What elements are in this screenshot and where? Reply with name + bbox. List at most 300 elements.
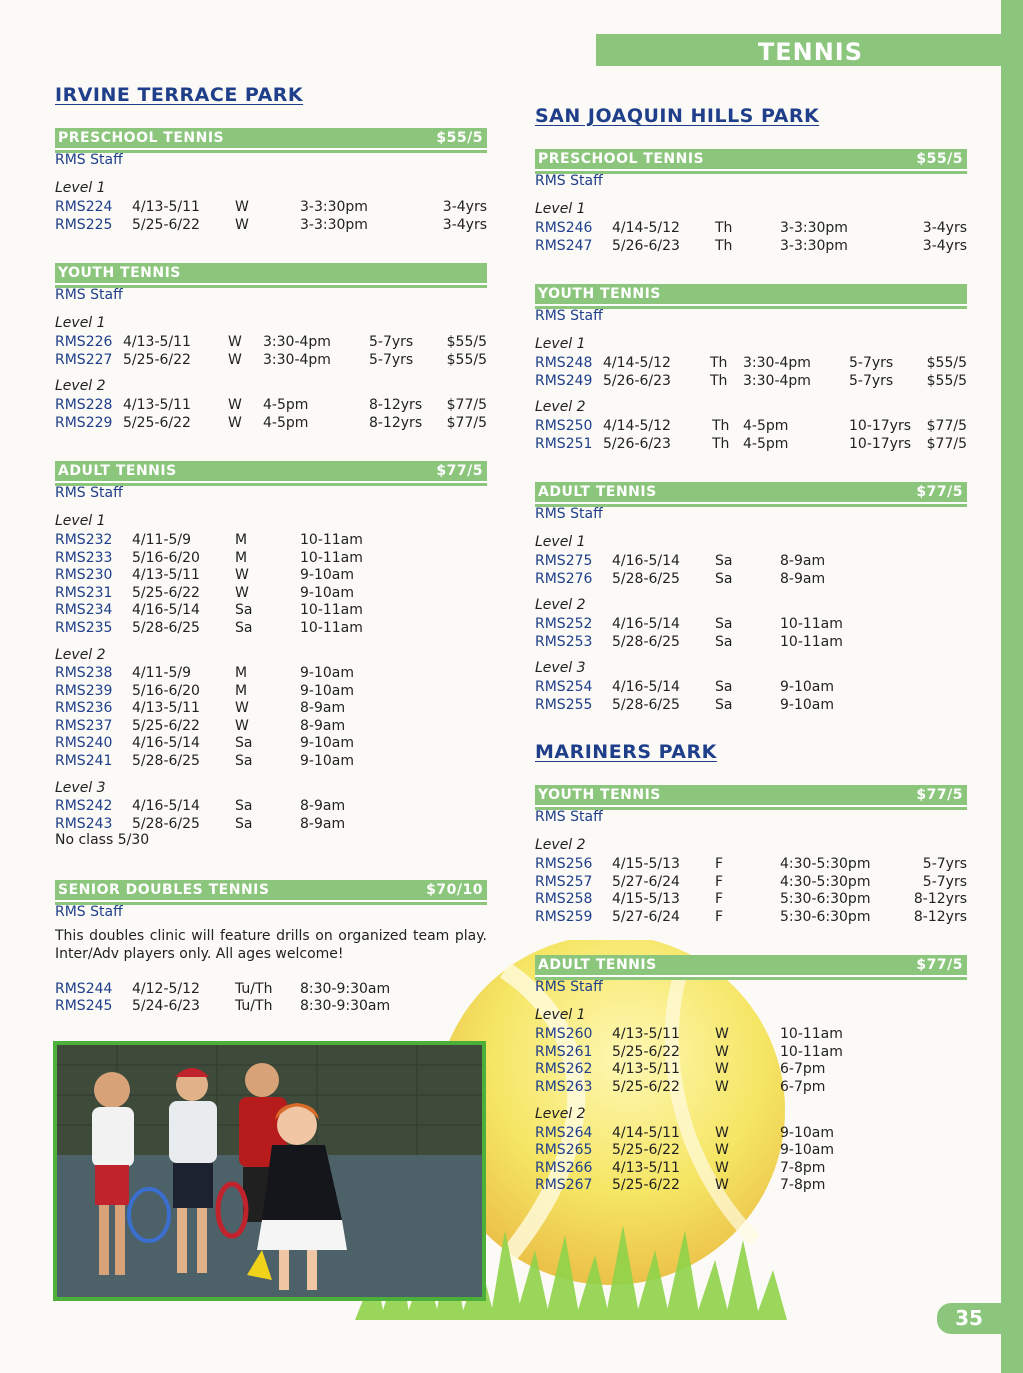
class-dates: 4/13-5/11: [612, 1026, 680, 1042]
class-age: 8-12yrs: [369, 397, 423, 413]
staff-label: RMS Staff: [535, 506, 603, 522]
class-code[interactable]: RMS227: [55, 352, 113, 368]
class-row: [55, 414, 487, 432]
section-header-price: $77/5: [916, 957, 963, 973]
class-dates: 4/16-5/14: [132, 735, 200, 751]
class-day: M: [235, 665, 248, 681]
senior-description: This doubles clinic will feature drills on organized team play. Inter/Adv players only. All ages welcome!: [55, 928, 487, 962]
class-dates: 4/16-5/14: [612, 679, 680, 695]
class-time: 8-9am: [300, 700, 346, 716]
class-day: Sa: [715, 697, 733, 713]
class-row: [55, 797, 487, 815]
class-time: 4-5pm: [263, 415, 309, 431]
class-dates: 4/13-5/11: [132, 700, 200, 716]
class-time: 9-10am: [300, 665, 354, 681]
class-code[interactable]: RMS244: [55, 981, 113, 997]
class-dates: 5/25-6/22: [612, 1079, 680, 1095]
class-row: [55, 396, 487, 414]
class-time: 8-9am: [780, 571, 826, 587]
class-row: [55, 682, 487, 700]
class-dates: 5/25-6/22: [612, 1177, 680, 1193]
section-header-label: YOUTH TENNIS: [58, 265, 181, 281]
level-label: Level 3: [55, 780, 106, 796]
class-time: 9-10am: [300, 585, 354, 601]
class-time: 7-8pm: [780, 1160, 826, 1176]
level-label: Level 1: [55, 513, 106, 529]
class-time: 9-10am: [780, 697, 834, 713]
class-code[interactable]: RMS254: [535, 679, 593, 695]
green-side-bar: [1001, 0, 1023, 1373]
class-day: Sa: [715, 571, 733, 587]
class-dates: 5/25-6/22: [123, 415, 191, 431]
class-row: [535, 372, 967, 390]
class-age: 3-4yrs: [922, 220, 967, 236]
class-time: 3-3:30pm: [780, 238, 848, 254]
class-age: 5-7yrs: [849, 355, 894, 371]
class-row: [535, 678, 967, 696]
class-code[interactable]: RMS225: [55, 217, 113, 233]
class-time: 10-11am: [300, 550, 363, 566]
class-dates: 4/13-5/11: [123, 334, 191, 350]
class-time: 10-11am: [300, 620, 363, 636]
class-code[interactable]: RMS241: [55, 753, 113, 769]
class-time: 9-10am: [300, 735, 354, 751]
class-day: W: [228, 415, 242, 431]
class-code[interactable]: RMS228: [55, 397, 113, 413]
class-time: 9-10am: [780, 1142, 834, 1158]
class-code[interactable]: RMS247: [535, 238, 593, 254]
class-dates: 4/13-5/11: [612, 1061, 680, 1077]
class-row: [535, 873, 967, 891]
class-row: [55, 997, 487, 1015]
page-number: 35: [937, 1303, 1001, 1334]
level-label: Level 2: [535, 1106, 586, 1122]
class-dates: 5/16-6/20: [132, 550, 200, 566]
class-price: $55/5: [926, 373, 967, 389]
class-row: [535, 1060, 967, 1078]
class-row: [55, 216, 487, 234]
class-code[interactable]: RMS226: [55, 334, 113, 350]
class-day: Sa: [715, 634, 733, 650]
class-row: [535, 1159, 967, 1177]
class-time: 3-3:30pm: [300, 217, 368, 233]
class-row: [535, 1124, 967, 1142]
class-day: W: [715, 1142, 729, 1158]
class-time: 4-5pm: [743, 436, 789, 452]
class-dates: 5/25-6/22: [123, 352, 191, 368]
class-code[interactable]: RMS224: [55, 199, 113, 215]
class-dates: 4/11-5/9: [132, 532, 192, 548]
class-code[interactable]: RMS258: [535, 891, 593, 907]
class-day: Sa: [715, 679, 733, 695]
class-row: [535, 1043, 967, 1061]
class-day: W: [228, 397, 242, 413]
class-day: M: [235, 550, 248, 566]
class-age: 10-17yrs: [849, 418, 912, 434]
class-code[interactable]: RMS249: [535, 373, 593, 389]
staff-label: RMS Staff: [55, 485, 123, 501]
class-price: $77/5: [926, 436, 967, 452]
class-day: W: [715, 1177, 729, 1193]
class-code[interactable]: RMS240: [55, 735, 113, 751]
level-label: Level 1: [535, 201, 586, 217]
class-row: [55, 351, 487, 369]
class-day: Sa: [235, 602, 253, 618]
section-header-label: YOUTH TENNIS: [538, 286, 661, 302]
class-code[interactable]: RMS266: [535, 1160, 593, 1176]
class-day: F: [715, 874, 724, 890]
level-label: Level 1: [55, 315, 106, 331]
class-dates: 5/28-6/25: [132, 753, 200, 769]
class-dates: 5/25-6/22: [612, 1044, 680, 1060]
class-code[interactable]: RMS231: [55, 585, 113, 601]
class-code[interactable]: RMS236: [55, 700, 113, 716]
class-row: [55, 752, 487, 770]
class-row: [535, 615, 967, 633]
class-code[interactable]: RMS233: [55, 550, 113, 566]
class-time: 4:30-5:30pm: [780, 856, 871, 872]
class-code[interactable]: RMS255: [535, 697, 593, 713]
class-code[interactable]: RMS248: [535, 355, 593, 371]
class-row: [535, 417, 967, 435]
class-age: 3-4yrs: [442, 199, 487, 215]
class-age: 8-12yrs: [913, 891, 967, 907]
class-row: [55, 664, 487, 682]
class-time: 8-9am: [300, 718, 346, 734]
level-label: Level 3: [535, 660, 586, 676]
class-code[interactable]: RMS234: [55, 602, 113, 618]
class-code[interactable]: RMS263: [535, 1079, 593, 1095]
class-age: 8-12yrs: [913, 909, 967, 925]
class-age: 5-7yrs: [849, 373, 894, 389]
staff-label: RMS Staff: [535, 173, 603, 189]
staff-label: RMS Staff: [535, 979, 603, 995]
class-row: [535, 237, 967, 255]
class-row: [535, 696, 967, 714]
class-dates: 4/15-5/13: [612, 856, 680, 872]
class-row: [55, 734, 487, 752]
kids-tennis-photo: [53, 1041, 486, 1301]
class-age: 3-4yrs: [442, 217, 487, 233]
class-day: Tu/Th: [235, 998, 273, 1014]
class-day: W: [715, 1044, 729, 1060]
class-day: Th: [710, 373, 728, 389]
class-row: [55, 619, 487, 637]
class-day: W: [715, 1125, 729, 1141]
class-dates: 4/16-5/14: [612, 553, 680, 569]
staff-label: RMS Staff: [55, 904, 123, 920]
class-code[interactable]: RMS265: [535, 1142, 593, 1158]
class-code[interactable]: RMS230: [55, 567, 113, 583]
class-day: Sa: [235, 798, 253, 814]
class-row: [55, 549, 487, 567]
section-header-price: $55/5: [916, 151, 963, 167]
class-time: 3:30-4pm: [743, 355, 811, 371]
class-time: 9-10am: [300, 567, 354, 583]
section-header-youth: [55, 263, 487, 285]
class-day: W: [235, 700, 249, 716]
section-banner: [596, 34, 1001, 66]
class-code[interactable]: RMS251: [535, 436, 593, 452]
class-time: 3:30-4pm: [743, 373, 811, 389]
class-row: [55, 980, 487, 998]
class-code[interactable]: RMS264: [535, 1125, 593, 1141]
section-header-adult: [535, 955, 967, 977]
class-day: F: [715, 909, 724, 925]
section-header-label: ADULT TENNIS: [538, 484, 657, 500]
park-title-irvine-terrace: IRVINE TERRACE PARK: [55, 84, 304, 106]
class-code[interactable]: RMS250: [535, 418, 593, 434]
section-header-label: YOUTH TENNIS: [538, 787, 661, 803]
section-header-label: PRESCHOOL TENNIS: [538, 151, 705, 167]
class-code[interactable]: RMS261: [535, 1044, 593, 1060]
section-header-preschool: [55, 128, 487, 150]
class-code[interactable]: RMS237: [55, 718, 113, 734]
class-row: [55, 531, 487, 549]
class-dates: 4/14-5/12: [612, 220, 680, 236]
class-day: W: [715, 1061, 729, 1077]
photo-illustration: [57, 1045, 482, 1297]
class-row: [535, 1078, 967, 1096]
class-dates: 4/16-5/14: [612, 616, 680, 632]
class-dates: 5/28-6/25: [612, 697, 680, 713]
class-row: [535, 908, 967, 926]
section-header-adult: [535, 482, 967, 504]
class-day: Th: [712, 418, 730, 434]
class-time: 6-7pm: [780, 1079, 826, 1095]
staff-label: RMS Staff: [55, 287, 123, 303]
class-time: 3-3:30pm: [300, 199, 368, 215]
class-dates: 5/25-6/22: [132, 585, 200, 601]
class-time: 8-9am: [300, 816, 346, 832]
section-header-price: $77/5: [436, 463, 483, 479]
class-code[interactable]: RMS275: [535, 553, 593, 569]
class-dates: 4/11-5/9: [132, 665, 192, 681]
class-row: [55, 601, 487, 619]
class-row: [55, 198, 487, 216]
class-row: [55, 699, 487, 717]
class-price: $55/5: [446, 352, 487, 368]
class-age: 8-12yrs: [369, 415, 423, 431]
class-day: Sa: [235, 816, 253, 832]
section-header-label: ADULT TENNIS: [538, 957, 657, 973]
class-code[interactable]: RMS245: [55, 998, 113, 1014]
class-price: $77/5: [446, 415, 487, 431]
class-day: W: [715, 1079, 729, 1095]
class-dates: 5/24-6/23: [132, 998, 200, 1014]
class-day: W: [715, 1160, 729, 1176]
class-time: 4:30-5:30pm: [780, 874, 871, 890]
class-row: [535, 1025, 967, 1043]
class-time: 6-7pm: [780, 1061, 826, 1077]
class-row: [535, 552, 967, 570]
section-header-price: $77/5: [916, 787, 963, 803]
class-age: 10-17yrs: [849, 436, 912, 452]
class-day: Th: [710, 355, 728, 371]
class-dates: 5/27-6/24: [612, 874, 680, 890]
class-day: M: [235, 683, 248, 699]
class-time: 5:30-6:30pm: [780, 891, 871, 907]
section-header-senior-doubles: [55, 880, 487, 902]
class-day: W: [235, 585, 249, 601]
class-age: 3-4yrs: [922, 238, 967, 254]
class-code[interactable]: RMS229: [55, 415, 113, 431]
class-day: Sa: [715, 616, 733, 632]
class-price: $77/5: [446, 397, 487, 413]
class-price: $77/5: [926, 418, 967, 434]
class-code[interactable]: RMS242: [55, 798, 113, 814]
class-time: 3:30-4pm: [263, 334, 331, 350]
class-dates: 4/14-5/11: [612, 1125, 680, 1141]
class-code[interactable]: RMS232: [55, 532, 113, 548]
class-day: W: [228, 352, 242, 368]
section-header-adult: [55, 461, 487, 483]
class-day: Th: [715, 238, 733, 254]
class-age: 5-7yrs: [369, 334, 414, 350]
section-header-price: $70/10: [426, 882, 483, 898]
class-day: F: [715, 891, 724, 907]
class-row: [535, 570, 967, 588]
level-label: Level 2: [535, 597, 586, 613]
class-row: [535, 1176, 967, 1194]
no-class-note: No class 5/30: [55, 832, 150, 848]
class-dates: 4/13-5/11: [132, 567, 200, 583]
class-code[interactable]: RMS260: [535, 1026, 593, 1042]
class-day: W: [235, 217, 249, 233]
level-label: Level 2: [535, 399, 586, 415]
class-row: [55, 815, 487, 833]
class-dates: 4/14-5/12: [603, 355, 671, 371]
class-time: 7-8pm: [780, 1177, 826, 1193]
class-dates: 4/14-5/12: [603, 418, 671, 434]
class-dates: 4/13-5/11: [132, 199, 200, 215]
class-row: [55, 333, 487, 351]
class-code[interactable]: RMS257: [535, 874, 593, 890]
class-code[interactable]: RMS259: [535, 909, 593, 925]
class-dates: 5/25-6/22: [132, 718, 200, 734]
class-time: 8-9am: [780, 553, 826, 569]
class-day: W: [228, 334, 242, 350]
class-time: 9-10am: [300, 683, 354, 699]
section-header-youth: [535, 785, 967, 807]
class-row: [535, 633, 967, 651]
class-row: [535, 354, 967, 372]
class-dates: 5/26-6/23: [603, 436, 671, 452]
class-day: W: [235, 199, 249, 215]
class-dates: 4/16-5/14: [132, 602, 200, 618]
class-time: 10-11am: [780, 1026, 843, 1042]
class-time: 8-9am: [300, 798, 346, 814]
level-label: Level 1: [55, 180, 106, 196]
level-label: Level 1: [535, 534, 586, 550]
class-code[interactable]: RMS262: [535, 1061, 593, 1077]
class-day: Th: [712, 436, 730, 452]
class-day: Sa: [235, 735, 253, 751]
class-code[interactable]: RMS253: [535, 634, 593, 650]
class-dates: 4/16-5/14: [132, 798, 200, 814]
class-day: Sa: [715, 553, 733, 569]
class-price: $55/5: [926, 355, 967, 371]
class-row: [55, 566, 487, 584]
class-age: 5-7yrs: [922, 856, 967, 872]
class-day: W: [715, 1026, 729, 1042]
class-age: 5-7yrs: [922, 874, 967, 890]
level-label: Level 1: [535, 336, 586, 352]
class-row: [535, 219, 967, 237]
class-time: 9-10am: [780, 679, 834, 695]
class-dates: 5/16-6/20: [132, 683, 200, 699]
class-row: [535, 855, 967, 873]
class-row: [55, 717, 487, 735]
class-day: Tu/Th: [235, 981, 273, 997]
class-dates: 5/28-6/25: [132, 816, 200, 832]
section-header-label: ADULT TENNIS: [58, 463, 177, 479]
class-row: [535, 1141, 967, 1159]
class-code[interactable]: RMS246: [535, 220, 593, 236]
class-day: Sa: [235, 753, 253, 769]
park-title-mariners: MARINERS PARK: [535, 741, 717, 763]
class-code[interactable]: RMS239: [55, 683, 113, 699]
staff-label: RMS Staff: [535, 308, 603, 324]
class-day: F: [715, 856, 724, 872]
class-dates: 5/26-6/23: [612, 238, 680, 254]
level-label: Level 2: [55, 378, 106, 394]
class-day: Th: [715, 220, 733, 236]
class-time: 4-5pm: [743, 418, 789, 434]
class-code[interactable]: RMS276: [535, 571, 593, 587]
class-dates: 4/15-5/13: [612, 891, 680, 907]
class-dates: 5/27-6/24: [612, 909, 680, 925]
class-code[interactable]: RMS235: [55, 620, 113, 636]
class-dates: 5/25-6/22: [132, 217, 200, 233]
class-dates: 4/13-5/11: [123, 397, 191, 413]
section-header-label: PRESCHOOL TENNIS: [58, 130, 225, 146]
class-code[interactable]: RMS252: [535, 616, 593, 632]
class-code[interactable]: RMS243: [55, 816, 113, 832]
class-time: 8:30-9:30am: [300, 998, 391, 1014]
level-label: Level 2: [535, 837, 586, 853]
class-day: W: [235, 718, 249, 734]
level-label: Level 1: [535, 1007, 586, 1023]
class-day: Sa: [235, 620, 253, 636]
level-label: Level 2: [55, 647, 106, 663]
class-time: 10-11am: [780, 634, 843, 650]
class-day: M: [235, 532, 248, 548]
class-time: 9-10am: [780, 1125, 834, 1141]
section-header-price: $77/5: [916, 484, 963, 500]
class-dates: 4/12-5/12: [132, 981, 200, 997]
section-header-price: $55/5: [436, 130, 483, 146]
class-row: [535, 435, 967, 453]
class-price: $55/5: [446, 334, 487, 350]
class-dates: 4/13-5/11: [612, 1160, 680, 1176]
section-header-preschool: [535, 149, 967, 171]
section-header-youth: [535, 284, 967, 306]
staff-label: RMS Staff: [535, 809, 603, 825]
class-row: [55, 584, 487, 602]
class-time: 10-11am: [300, 602, 363, 618]
class-time: 3-3:30pm: [780, 220, 848, 236]
park-title-san-joaquin-hills: SAN JOAQUIN HILLS PARK: [535, 105, 820, 127]
class-time: 10-11am: [780, 1044, 843, 1060]
class-code[interactable]: RMS256: [535, 856, 593, 872]
class-code[interactable]: RMS267: [535, 1177, 593, 1193]
class-dates: 5/25-6/22: [612, 1142, 680, 1158]
class-code[interactable]: RMS238: [55, 665, 113, 681]
section-title: TENNIS: [757, 38, 863, 66]
class-time: 3:30-4pm: [263, 352, 331, 368]
class-age: 5-7yrs: [369, 352, 414, 368]
